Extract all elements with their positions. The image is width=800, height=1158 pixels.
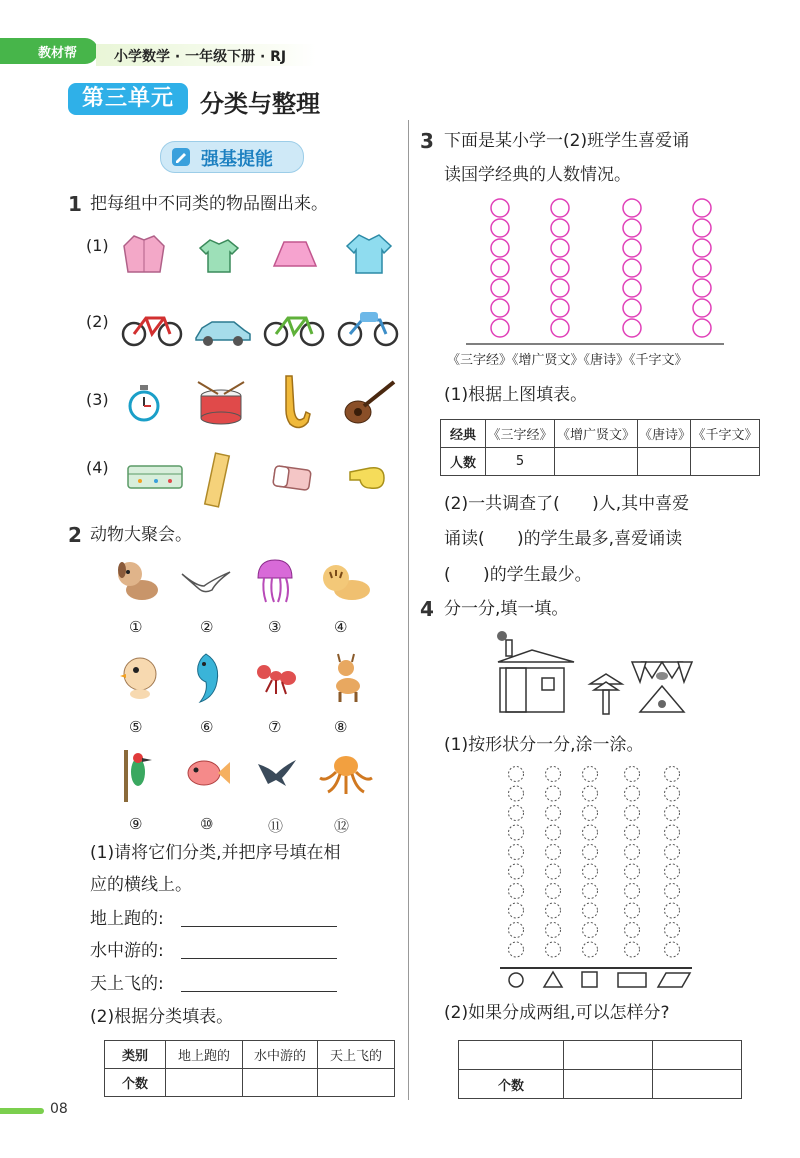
q3-part1: (1)根据上图填表。 bbox=[444, 385, 588, 405]
coloring-circle[interactable] bbox=[625, 884, 640, 899]
coloring-circle[interactable] bbox=[509, 864, 524, 879]
coloring-circle[interactable] bbox=[583, 942, 598, 957]
q1-row3-label: (3) bbox=[86, 390, 109, 409]
animal-number: ⑧ bbox=[334, 718, 348, 736]
coloring-circle[interactable] bbox=[625, 825, 640, 840]
q2-table-header: 天上飞的 bbox=[318, 1041, 395, 1069]
chart-circle bbox=[693, 219, 711, 237]
q4-table bbox=[458, 1040, 742, 1099]
q2-table-header: 类别 bbox=[105, 1041, 166, 1069]
parallelogram-shape-icon bbox=[658, 973, 690, 987]
jellyfish-icon bbox=[254, 556, 296, 606]
coloring-circle[interactable] bbox=[665, 845, 680, 860]
chart-circle bbox=[623, 299, 641, 317]
q4-table-row-label: 个数 bbox=[459, 1070, 564, 1099]
seagull-icon bbox=[178, 566, 234, 598]
triangle-shape-icon bbox=[544, 972, 562, 987]
chart-circle bbox=[491, 239, 509, 257]
car-icon bbox=[192, 316, 254, 348]
chart-circle bbox=[623, 219, 641, 237]
q3-table-header: 经典 bbox=[441, 420, 486, 448]
q2-water-answer-line[interactable] bbox=[181, 938, 337, 959]
rectangle-shape-icon bbox=[618, 973, 646, 987]
bicycle-icon bbox=[262, 306, 326, 348]
coloring-circle[interactable] bbox=[546, 864, 561, 879]
q4-table-cell[interactable] bbox=[459, 1041, 564, 1070]
coloring-circle[interactable] bbox=[625, 942, 640, 957]
pencil-case-icon bbox=[126, 462, 184, 492]
swallow-icon bbox=[256, 758, 298, 788]
chart-circle bbox=[693, 279, 711, 297]
q3-table-header: 《三字经》 bbox=[486, 420, 555, 448]
q3-chart-labels: 《三字经》《增广贤文》《唐诗》《千字文》 bbox=[447, 353, 688, 368]
chart-circle bbox=[551, 319, 569, 337]
chart-circle bbox=[693, 319, 711, 337]
coloring-circle[interactable] bbox=[665, 786, 680, 801]
coloring-circle[interactable] bbox=[583, 825, 598, 840]
q4-number: 4 bbox=[420, 597, 434, 621]
ant-icon bbox=[254, 658, 298, 698]
q3-part2-line2: 诵读( )的学生最多,喜爱诵读 bbox=[444, 529, 683, 549]
chart-circle bbox=[551, 279, 569, 297]
dog-icon bbox=[112, 556, 164, 604]
chart-circle bbox=[623, 259, 641, 277]
animal-number: ⑤ bbox=[129, 718, 143, 736]
q4-table-cell[interactable] bbox=[564, 1070, 653, 1099]
coloring-circle[interactable] bbox=[583, 845, 598, 860]
q3-table-header: 《唐诗》 bbox=[638, 420, 691, 448]
page-number-bar bbox=[0, 1108, 44, 1114]
shape-picture bbox=[490, 628, 700, 718]
coloring-circle[interactable] bbox=[546, 767, 561, 782]
chick-icon bbox=[118, 652, 162, 702]
coloring-circle[interactable] bbox=[546, 903, 561, 918]
q4-table-cell[interactable] bbox=[653, 1070, 742, 1099]
chart-circle bbox=[693, 239, 711, 257]
animal-number: ④ bbox=[334, 618, 348, 636]
tshirt-icon bbox=[198, 238, 240, 274]
chart-circle bbox=[693, 259, 711, 277]
coloring-circle[interactable] bbox=[509, 942, 524, 957]
coloring-circle[interactable] bbox=[509, 825, 524, 840]
coloring-circle[interactable] bbox=[583, 903, 598, 918]
coloring-circle[interactable] bbox=[625, 923, 640, 938]
q4-part2: (2)如果分成两组,可以怎样分? bbox=[444, 1003, 670, 1023]
coloring-circle[interactable] bbox=[665, 942, 680, 957]
q3-number: 3 bbox=[420, 129, 434, 153]
coloring-circle[interactable] bbox=[546, 923, 561, 938]
q2-part1-line2: 应的横线上。 bbox=[90, 875, 192, 895]
chart-circle bbox=[693, 199, 711, 217]
square-shape-icon bbox=[582, 972, 597, 987]
skirt-icon bbox=[270, 238, 320, 270]
q4-table-cell[interactable] bbox=[564, 1041, 653, 1070]
q2-part2: (2)根据分类填表。 bbox=[90, 1007, 234, 1027]
chart-circle bbox=[623, 239, 641, 257]
chart-circle bbox=[693, 299, 711, 317]
q3-table-header: 《千字文》 bbox=[691, 420, 760, 448]
chart-circle bbox=[551, 259, 569, 277]
q1-row1-label: (1) bbox=[86, 236, 109, 255]
coloring-circle[interactable] bbox=[583, 884, 598, 899]
q4-shape-chart bbox=[496, 760, 696, 994]
coloring-circle[interactable] bbox=[509, 903, 524, 918]
q3-part2-line1: (2)一共调查了( )人,其中喜爱 bbox=[444, 494, 690, 514]
coloring-circle[interactable] bbox=[546, 786, 561, 801]
chart-circle bbox=[551, 299, 569, 317]
section-label: 强基提能 bbox=[201, 149, 273, 170]
section-pill bbox=[160, 141, 304, 173]
coloring-circle[interactable] bbox=[546, 825, 561, 840]
coloring-circle[interactable] bbox=[509, 786, 524, 801]
coloring-circle[interactable] bbox=[509, 923, 524, 938]
header-subject-bar bbox=[96, 44, 316, 66]
q2-table-header: 水中游的 bbox=[243, 1041, 318, 1069]
animal-number: ⑦ bbox=[268, 718, 282, 736]
coloring-circle[interactable] bbox=[583, 786, 598, 801]
coloring-circle[interactable] bbox=[625, 864, 640, 879]
q1-row4-label: (4) bbox=[86, 458, 109, 477]
q3-line1: 下面是某小学一(2)班学生喜爱诵 bbox=[444, 131, 690, 151]
animal-number: ⑪ bbox=[268, 817, 284, 835]
animal-number: ② bbox=[200, 618, 214, 636]
woodpecker-icon bbox=[120, 748, 154, 802]
q3-table-row-label: 人数 bbox=[441, 448, 486, 476]
q3-table bbox=[440, 419, 760, 476]
animal-number: ③ bbox=[268, 618, 282, 636]
animal-number: ⑨ bbox=[129, 815, 143, 833]
coloring-circle[interactable] bbox=[665, 884, 680, 899]
q2-table-cell[interactable] bbox=[243, 1069, 318, 1097]
q3-picture-chart bbox=[460, 196, 730, 348]
page-number: 08 bbox=[50, 1101, 68, 1117]
column-divider bbox=[408, 120, 409, 1100]
unit-title: 分类与整理 bbox=[200, 90, 320, 118]
coloring-circle[interactable] bbox=[665, 806, 680, 821]
coloring-circle[interactable] bbox=[583, 806, 598, 821]
coloring-circle[interactable] bbox=[665, 903, 680, 918]
coloring-circle[interactable] bbox=[509, 884, 524, 899]
q3-part2-line3: ( )的学生最少。 bbox=[444, 565, 592, 585]
header-tag-label: 教材帮 bbox=[38, 46, 78, 61]
q2-number: 2 bbox=[68, 523, 82, 547]
q3-table-header: 《增广贤文》 bbox=[555, 420, 638, 448]
q3-table-cell[interactable] bbox=[691, 448, 760, 476]
q1-row2-label: (2) bbox=[86, 312, 109, 331]
whistle-icon bbox=[346, 462, 388, 492]
coloring-circle[interactable] bbox=[509, 767, 524, 782]
q3-line2: 读国学经典的人数情况。 bbox=[444, 165, 631, 185]
coloring-circle[interactable] bbox=[665, 864, 680, 879]
animal-number: ⑥ bbox=[200, 718, 214, 736]
coloring-circle[interactable] bbox=[509, 845, 524, 860]
coloring-circle[interactable] bbox=[665, 767, 680, 782]
q3-table-cell[interactable]: 5 bbox=[486, 448, 555, 476]
chart-circle bbox=[491, 319, 509, 337]
q4-table-cell[interactable] bbox=[653, 1041, 742, 1070]
chart-circle bbox=[551, 199, 569, 217]
coloring-circle[interactable] bbox=[625, 767, 640, 782]
coloring-circle[interactable] bbox=[546, 884, 561, 899]
shirt-icon bbox=[344, 232, 394, 276]
pencil-icon bbox=[171, 147, 191, 167]
bicycle-icon bbox=[120, 306, 184, 348]
chart-circle bbox=[551, 239, 569, 257]
chart-circle bbox=[491, 299, 509, 317]
q2-land-label: 地上跑的: bbox=[90, 909, 164, 929]
motorbike-icon bbox=[336, 302, 400, 348]
q2-text: 动物大聚会。 bbox=[90, 525, 192, 545]
q2-table bbox=[104, 1040, 395, 1097]
stopwatch-icon bbox=[126, 384, 162, 422]
octopus-icon bbox=[318, 752, 374, 796]
q3-table-cell[interactable] bbox=[638, 448, 691, 476]
q2-table-header: 地上跑的 bbox=[166, 1041, 243, 1069]
animal-number: ⑩ bbox=[200, 815, 214, 833]
deer-icon bbox=[326, 652, 368, 704]
tree-icon bbox=[590, 674, 622, 714]
circle-shape-icon bbox=[509, 973, 523, 987]
eraser-icon bbox=[270, 462, 314, 492]
guitar-icon bbox=[342, 378, 400, 426]
animal-number: ① bbox=[129, 618, 143, 636]
chart-circle bbox=[491, 279, 509, 297]
ruler-icon bbox=[202, 452, 232, 508]
coloring-circle[interactable] bbox=[625, 786, 640, 801]
coloring-circle[interactable] bbox=[583, 923, 598, 938]
chart-circle bbox=[491, 219, 509, 237]
q2-sky-answer-line[interactable] bbox=[181, 971, 337, 992]
chart-circle bbox=[491, 199, 509, 217]
q3-table-cell[interactable] bbox=[555, 448, 638, 476]
chart-circle bbox=[551, 219, 569, 237]
coloring-circle[interactable] bbox=[583, 767, 598, 782]
coloring-circle[interactable] bbox=[546, 845, 561, 860]
q1-text: 把每组中不同类的物品圈出来。 bbox=[90, 194, 328, 214]
q2-water-label: 水中游的: bbox=[90, 941, 164, 961]
q2-table-cell[interactable] bbox=[166, 1069, 243, 1097]
q4-part1: (1)按形状分一分,涂一涂。 bbox=[444, 735, 644, 755]
animal-number: ⑫ bbox=[334, 817, 350, 835]
q2-table-cell[interactable] bbox=[318, 1069, 395, 1097]
coloring-circle[interactable] bbox=[625, 903, 640, 918]
drum-icon bbox=[194, 380, 248, 428]
q2-land-answer-line[interactable] bbox=[181, 906, 337, 927]
chart-circle bbox=[623, 319, 641, 337]
coloring-circle[interactable] bbox=[509, 806, 524, 821]
header-subject: 小学数学 · 一年级下册 · RJ bbox=[114, 49, 287, 65]
q2-table-row-label: 个数 bbox=[105, 1069, 166, 1097]
coloring-circle[interactable] bbox=[665, 825, 680, 840]
tiger-icon bbox=[318, 560, 374, 604]
coloring-circle[interactable] bbox=[625, 845, 640, 860]
coloring-circle[interactable] bbox=[546, 806, 561, 821]
dolphin-icon bbox=[188, 652, 224, 706]
q2-part1-line1: (1)请将它们分类,并把序号填在相 bbox=[90, 843, 341, 863]
chart-circle bbox=[491, 259, 509, 277]
fish-icon bbox=[184, 756, 232, 790]
house-icon bbox=[497, 631, 574, 712]
coloring-circle[interactable] bbox=[665, 923, 680, 938]
q2-sky-label: 天上飞的: bbox=[90, 974, 164, 994]
jacket-icon bbox=[120, 232, 168, 276]
chart-circle bbox=[623, 279, 641, 297]
person-icon bbox=[632, 662, 692, 712]
coloring-circle[interactable] bbox=[625, 806, 640, 821]
q1-number: 1 bbox=[68, 192, 82, 216]
unit-badge: 第三单元 bbox=[68, 83, 188, 115]
chart-circle bbox=[623, 199, 641, 217]
q4-text: 分一分,填一填。 bbox=[444, 599, 569, 619]
saxophone-icon bbox=[278, 374, 312, 430]
coloring-circle[interactable] bbox=[583, 864, 598, 879]
coloring-circle[interactable] bbox=[546, 942, 561, 957]
header-tag bbox=[0, 38, 98, 64]
